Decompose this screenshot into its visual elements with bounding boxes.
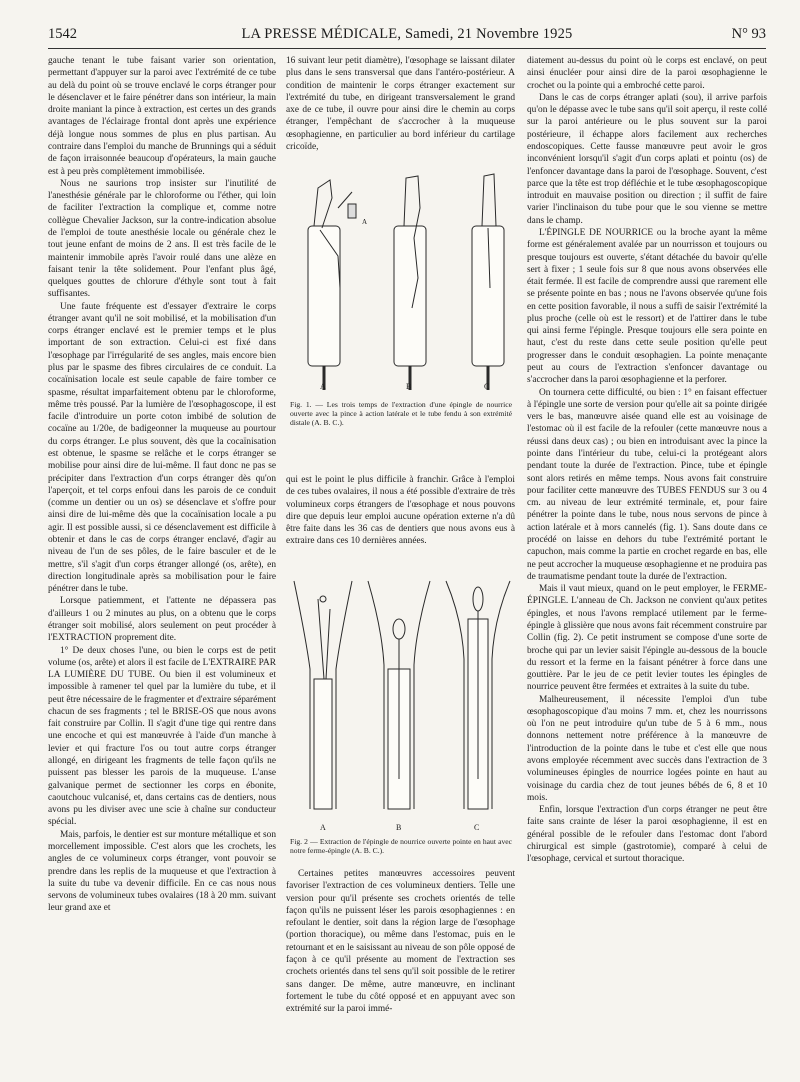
fig1-label-c: C [484, 382, 490, 391]
fig1-label-small-a: A [362, 218, 368, 226]
figure-2 [286, 579, 515, 859]
paragraph: gauche tenant le tube faisant varier son orientation, permettant d'appuyer sur la paroi avec l'extrémité de ce tube au delà du point où se trouve enclavé le corps étranger pour le désenclaver et le faire pénétrer dans son intérieur, la main droite maniant la pince à extraction, est certes un des grands avantages de l'éclairage frontal dont après une expérience déjà longue nous sommes de plus en plus partisan. Au contraire dans l'emploi du manche de Brunnings qui a séduit de façon irraisonnée beaucoup d'opérateurs, la main gauche est à peu près complètement immobilisée. [48, 56, 276, 177]
journal-title: LA PRESSE MÉDICALE, Samedi, 21 Novembre 1925 [241, 26, 573, 42]
figure-2-illustration [286, 579, 515, 821]
paragraph: Enfin, lorsque l'extraction d'un corps étranger ne peut être faite sans crainte de léser la paroi œsophagienne, il est en général possible de le refouler dans l'estomac dont l'abord chirurgical est simple (gastrotomie), comparé à celui de l'œsophage, cervical et surtout thoracique. [527, 805, 767, 865]
figure-1 [286, 168, 515, 432]
figure-2-caption: Fig. 2 — Extraction de l'épingle de nourrice ouverte pointe en haut avec notre ferme-épingle (A. B. C.). [290, 837, 512, 856]
issue-number: N° 93 [731, 26, 766, 42]
column-2-bottom [286, 868, 515, 1015]
page-header [48, 26, 766, 46]
fig2-label-a: A [320, 823, 326, 832]
paragraph: Dans le cas de corps étranger aplati (sou), il arrive parfois qu'on le dépasse avec le tube sans qu'il soit aperçu, il reste collé sur la paroi antérieure ou le plus souvent sur la paroi postérieure, il échappe alors facilement aux recherches endoscopiques. Cette fausse manœuvre peut avoir le gros inconvénient lorsqu'il s'agit d'un corps aplati et pointu (os) de l'enfoncer davantage dans la paroi de l'œsophage. Souvent, c'est parce que la tête est trop défléchie et le tube œsophagoscopique introduit en mauvaise position ou direction ; il suffit de faire varier l'inclinaison du tube pour que le sou vienne se mettre dans le champ. [527, 92, 767, 226]
paragraph: 1° De deux choses l'une, ou bien le corps est de petit volume (os, arête) et alors il est facile de L'EXTRAIRE PAR LA LUMIÈRE DU TUBE. Ou bien il est volumineux et impossible à ramener tel quel par la lumière du tube, et il peut être nécessaire de le fragmenter et d'extraire séparément chacun de ses fragments ; tel le BRISE-OS que nous avons fait construire par Collin. Il s'agit d'une tige qui rentre dans une encoche et qui est manœuvrée à l'aide d'un manche à levier et qui fracture l'os ou tout autre corps étranger allongé, en dirigeant les fragments de telle façon qu'ils ne puissent pas blesser les parois de la muqueuse. L'anse galvanique permet de sectionner les corps en ébonite, caoutchouc vulcanisé, et, dans certains cas de dentiers, nous avons pu les diviser avec une scie à chaîne sur conducteur spécial. [48, 645, 276, 828]
column-1 [48, 55, 276, 915]
fig1-label-b: B [406, 382, 412, 391]
header-rule [48, 48, 766, 49]
paragraph: Certaines petites manœuvres accessoires peuvent favoriser l'extraction de ces volumineux dentiers. Telle une version pour qu'il présente ses crochets orientés de telle façon qu'ils ne puissent léser les parois œsophagiennes : en refoulant le dentier, soit dans la région large de l'œsophage (portion thoracique), ou même dans l'estomac, puis en le retournant et en le saisissant au niveau de son pôle opposé de façon à ce qu'il présente au moment de l'extraction ses crochets orientés dans tel sens qu'il soit possible de le retirer sans danger. De même, autre manœuvre, en inclinant fortement le tube du côté opposé et en appuyant avec son extrémité sur la paroi immé- [286, 869, 515, 1015]
fig1-label-a: A [320, 382, 326, 391]
paragraph: qui est le point le plus difficile à franchir. Grâce à l'emploi de ces tubes ovalaires, il nous a été possible d'extraire de très volumineux corps étrangers de l'œsophage et nous pouvons dire que depuis leur emploi aucune opération externe n'a dû être faite dans les 36 cas de dentiers que nous avons eus à extraire dans ces 10 dernières années. [286, 475, 515, 547]
fig2-label-c: C [474, 823, 480, 832]
page-number: 1542 [48, 26, 77, 42]
figure-1-caption: Fig. 1. — Les trois temps de l'extraction d'une épingle de nourrice ouverte avec la pince à action latérale et le tube fendu à son extrémité distale (A. B. C.). [290, 400, 512, 428]
paragraph: Mais, parfois, le dentier est sur monture métallique et son morcellement impossible. C'est alors que les crochets, les angles de ce volumineux corps étranger, vont pouvoir se prendre dans les replis de la muqueuse et que l'extraction à la suite du tube va devenir difficile. En ce cas nous nous servons de volumineux tubes ovalaires (18 à 20 mm. suivant leur grand axe et [48, 829, 276, 914]
column-2-middle [286, 474, 515, 548]
figure-1-illustration [286, 168, 515, 393]
column-3 [527, 55, 767, 866]
paragraph: Nous ne saurions trop insister sur l'inutilité de l'anesthésie générale par le chloroforme ou l'éther, qui loin de faciliter l'extraction la complique et, comme notre collègue Chevalier Jackson, sur la contre-indication absolue de l'emploi de toute anesthésie locale ou générale chez le tout jeune enfant de moins de 2 ans. Il est très facile de le maintenir immobile après l'avoir roulé dans une alèze en faisant tenir la tête solidement. Pour l'enfant plus âgé, quelques gouttes de chlorure d'éthyle sont tout à fait suffisantes. [48, 178, 276, 300]
paragraph: diatement au-dessus du point où le corps est enclavé, on peut ainsi énucléer pour ainsi dire de la paroi œsophagienne le crochet ou la pointe qui a embroché cette paroi. [527, 56, 767, 91]
paragraph: On tournera cette difficulté, ou bien : 1° en faisant effectuer à l'épingle une sorte de version pour qu'elle ait sa pointe dirigée vers le bas, manœuvre aisée quand elle est au voisinage de l'estomac où il est facile de la refouler (cette manœuvre nous a réussi dans deux cas) ; ou bien en introduisant avec la pince la pointe dans l'intérieur du tube, celui-ci la protégeant alors pendant toute la durée de l'extraction. Pince, tube et épingle sont alors retirés en même temps. Nous avons fait construire pour faciliter cette manœuvre des TUBES FENDUS sur 3 ou 4 cm. au niveau de leur extrémité terminale, et, pour faire pénétrer la pointe dans le tube, nous nous servons de pince à action latérale et à mors cannelés (fig. 1). Sans doute dans ce procédé on laisse en dehors du tube l'extrémité portant le capuchon, mais comme la partie en crochet regarde en bas, elle ne peut accrocher la muqueuse œsophagienne et ne produira pas de traumatisme pendant toute la durée de l'extraction. [527, 387, 767, 582]
paragraph: Une faute fréquente est d'essayer d'extraire le corps étranger avant qu'il ne soit mobilisé, et la mobilisation d'un corps étranger enclavé est le premier temps et le plus important de son extraction. Celui-ci est fixé dans l'œsophage par l'irrégularité de ses angles, mais encore bien plus par le spasme des fibres circulaires de ce conduit. La cocaïnisation locale est seule capable de faire tomber ce spasme, résultat imparfaitement obtenu par le chloroforme, même très poussé. Par la lumière de l'œsophagoscope, il est facile d'introduire un porte coton imbibé de solution de cocaïne au 1/20e, de badigeonner la muqueuse au pourtour du corps étranger. Le plus souvent, dès que la cocaïnisation est obtenue, le spasme se relâche et le corps étranger se mobilise pour ainsi dire de lui-même. Il faut donc ne pas se précipiter dans l'extraction d'un corps étranger dès qu'on l'aperçoit, et tel corps enfoui dans les parois de ce conduit (comme un dentier ou un os) se désenclave et s'offre pour ainsi dire de lui-même dès que la cocaïnisation locale a pu agir. Il est possible aussi, si ce désenclavement est difficile à obtenir et dans le cas de corps étranger enclavé, d'agir au niveau de l'un de ses pôles, de le faire basculer et de le mettre, s'il s'agit d'un corps étranger allongé (os, arête), en direction longitudinale après sa mobilisation pour le faire pénétrer dans le tube. [48, 301, 276, 595]
paragraph: 16 suivant leur petit diamètre), l'œsophage se laissant dilater plus dans le sens transversal que dans l'antéro-postérieur. A condition de maintenir le corps étranger exactement sur l'extrémité du tube, en dirigeant transversalement le grand axe de ce tube, il ouvre pour ainsi dire le chemin au corps étranger, l'empêchant de s'accrocher à la muqueuse œsophagienne, en particulier au bord inférieur du cartilage cricoïde, [286, 56, 515, 152]
paragraph: L'ÉPINGLE DE NOURRICE ou la broche ayant la même forme est généralement avalée par un nourrisson et toujours ou presque toujours est ouverte, s'étant détachée du bavoir qu'elle sert à fixer ; 1 seule fois sur 8 que nous avons observées elle était fermée. Il est facile de comprendre aussi que rarement elle se présente pointe en bas ; nous ne l'avons observée qu'une fois en cette position favorable, il nous a suffi de saisir l'extrémité la plus proche (celle où est le ressort) et de l'attirer dans le tube qui ainsi ferme l'épingle. Presque toujours elle sera pointe en haut, c'est du reste dans cette seule position qu'elle peut progresser dans le conduit œsophagien. La pointe menaçante peut au cours de l'extraction s'enfoncer davantage ou s'accrocher dans la paroi œsophagienne et la perforer. [527, 227, 767, 386]
fig2-label-b: B [396, 823, 402, 832]
column-2-top [286, 55, 515, 153]
paragraph: Malheureusement, il nécessite l'emploi d'un tube œsophagoscopique d'au moins 7 mm. et, chez les nourrissons où l'on ne peut introduire qu'un tube de 5 à 6 mm., nous donnons nettement notre préférence à la manœuvre de l'introduction de la pointe dans le tube et c'est elle que nous avons employée récemment avec succès dans l'extraction de 3 volumineuses épingles de nourrice logées pointe en haut au voisinage du cardia chez de tout jeunes bébés de 6, 8 et 10 mois. [527, 694, 767, 803]
paragraph: Lorsque patiemment, et l'attente ne dépassera pas d'ailleurs 1 ou 2 minutes au plus, on a obtenu que le corps étranger soit mobilisé, alors seulement on peut procéder à l'EXTRACTION proprement dite. [48, 596, 276, 644]
paragraph: Mais il vaut mieux, quand on le peut employer, le FERME-ÉPINGLE. L'anneau de Ch. Jackson ne convient qu'aux petites épingles, et nous l'avons remplacé utilement par le ferme-épingle à glissière que nous avons fait récemment construire par Collin (fig. 2). Ce petit instrument se compose d'une sorte de broche qui par un levier saisit l'épingle au-dessous de la boucle du ressort et la ferme en la faisant pénétrer à force dans une gouttière. Par le jeu de ce petit levier toutes les épingles de nourrice peuvent être fermées et extraites à la suite du tube. [527, 584, 767, 693]
